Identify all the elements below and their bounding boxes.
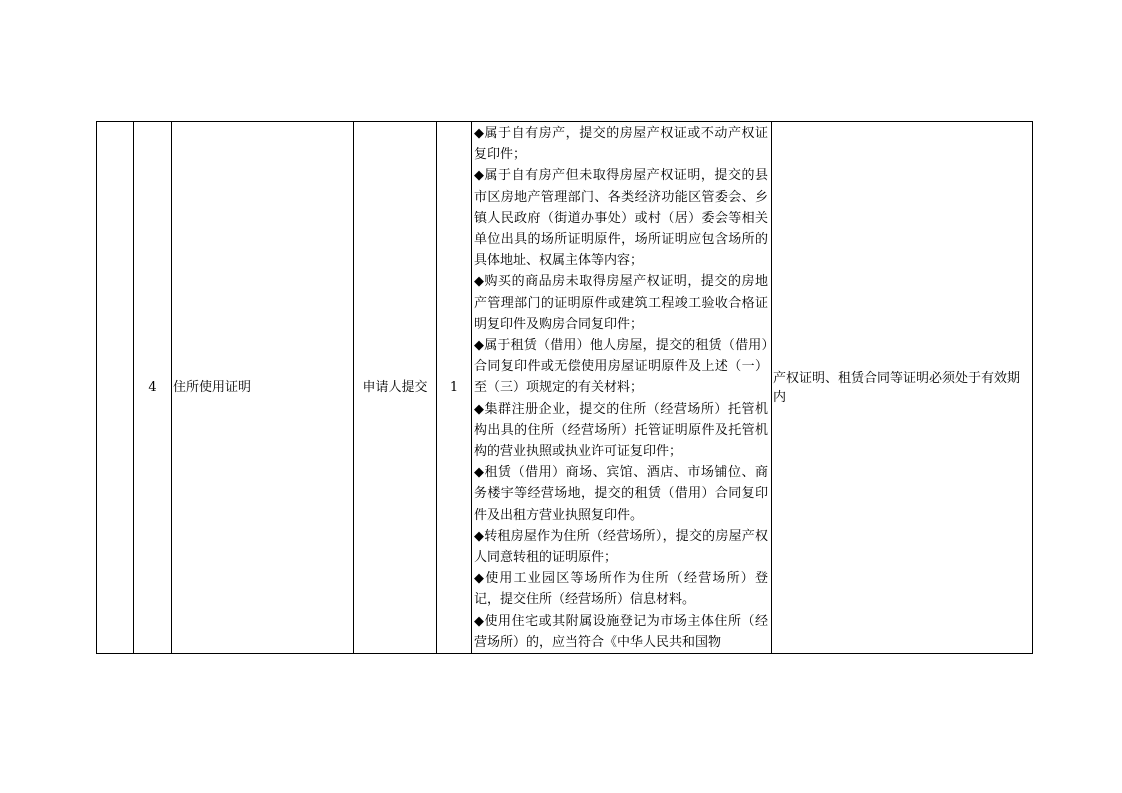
requirement-item: ◆购买的商品房未取得房屋产权证明，提交的房地产管理部门的证明原件或建筑工程竣工验收合格证明复印件及购房合同复印件； (474, 274, 768, 332)
copy-count: 1 (437, 122, 472, 654)
material-source: 申请人提交 (354, 122, 437, 654)
requirement-item: ◆使用工业园区等场所作为住所（经营场所）登记，提交住所（经营场所）信息材料。 (474, 571, 768, 608)
row-number: 4 (134, 122, 172, 654)
validity-note: 产权证明、租赁合同等证明必须处于有效期内 (773, 370, 1021, 405)
requirement-item: ◆转租房屋作为住所（经营场所），提交的房屋产权人同意转租的证明原件； (474, 528, 768, 566)
requirement-item: ◆集群注册企业，提交的住所（经营场所）托管机构出具的住所（经营场所）托管证明原件及托管机构的营业执照或执业许可证复印件； (474, 401, 768, 460)
requirements-list (472, 122, 771, 653)
requirement-item: ◆属于自有房产，提交的房屋产权证或不动产权证复印件； (474, 126, 768, 163)
blank-cell (97, 122, 134, 654)
requirement-item: ◆属于租赁（借用）他人房屋，提交的租赁（借用）合同复印件或无偿使用房屋证明原件及上述（一）至（三）项规定的有关材料； (474, 338, 768, 396)
table-row (97, 122, 1033, 654)
material-name: 住所使用证明 (172, 122, 354, 654)
requirement-item: ◆属于自有房产但未取得房屋产权证明，提交的县市区房地产管理部门、各类经济功能区管委会、乡镇人民政府（街道办事处）或村（居）委会等相关单位出具的场所证明原件，场所证明应包含场所的具体地址、权属主体等内容； (474, 168, 768, 269)
requirements-cell (472, 122, 772, 654)
note-cell (772, 122, 1033, 654)
requirement-item: ◆使用住宅或其附属设施登记为市场主体住所（经营场所）的，应当符合《中华人民共和国物 (474, 613, 768, 650)
materials-table (96, 121, 1033, 654)
requirement-item: ◆租赁（借用）商场、宾馆、酒店、市场铺位、商务楼宇等经营场地，提交的租赁（借用）合同复印件及出租方营业执照复印件。 (474, 465, 768, 523)
